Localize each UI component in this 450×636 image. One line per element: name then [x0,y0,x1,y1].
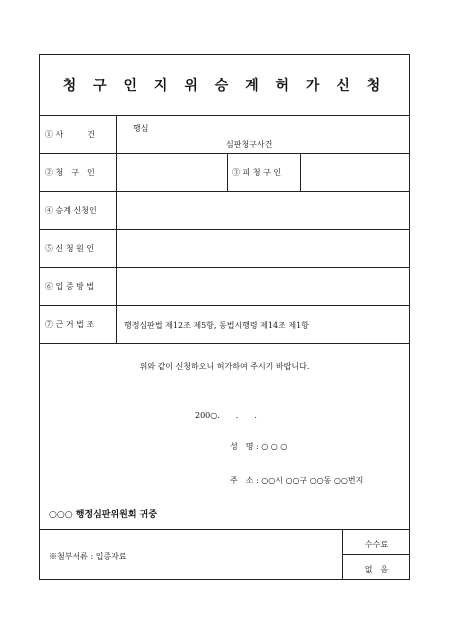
date-line[interactable]: 200○. . . [195,411,257,420]
request-text: 위와 같이 신청하오니 허가하여 주시기 바랍니다. [139,362,310,371]
claimant-label: ② 청 구 인 [45,167,95,177]
divider [40,529,409,530]
applicant-name-line[interactable]: 성 명 : ○ ○ ○ [230,442,288,451]
form-title: 청 구 인 지 위 승 계 허 가 신 청 [62,78,387,94]
claimant-field[interactable] [117,154,226,191]
proof-label: ⑥ 입 증 방 법 [45,281,95,291]
addressee: ○○○ 행정심판위원회 귀중 [49,510,158,520]
legal-basis-label: ⑦ 근 거 법 조 [45,319,95,329]
applicant-address-line[interactable]: 주 소 : ○○시 ○○구 ○○동 ○○번지 [230,476,364,485]
attachment-note: ※첨부서류 : 입증자료 [49,552,127,561]
label-column-divider [116,115,117,343]
fee-label: 수수료 [364,540,389,549]
proof-field[interactable] [117,268,409,305]
case-number-field[interactable]: 행심 [133,124,149,133]
successor-field[interactable] [117,192,409,229]
legal-basis-value: 행정심판법 제12조 제5항, 동법시행령 제14조 제1항 [124,321,309,330]
respondent-label: ③ 피 청 구 인 [232,167,282,177]
reason-label: ⑤ 신 청 원 인 [45,243,95,253]
respondent-field[interactable] [301,154,409,191]
form-frame [39,54,410,580]
divider [342,554,409,555]
successor-label: ④ 승계 신청인 [45,205,97,215]
divider [40,343,409,344]
fee-value: 없 음 [364,565,389,574]
case-label: ① 사 건 [45,129,95,139]
case-name-field[interactable]: 심판청구사건 [226,140,273,149]
reason-field[interactable] [117,230,409,267]
